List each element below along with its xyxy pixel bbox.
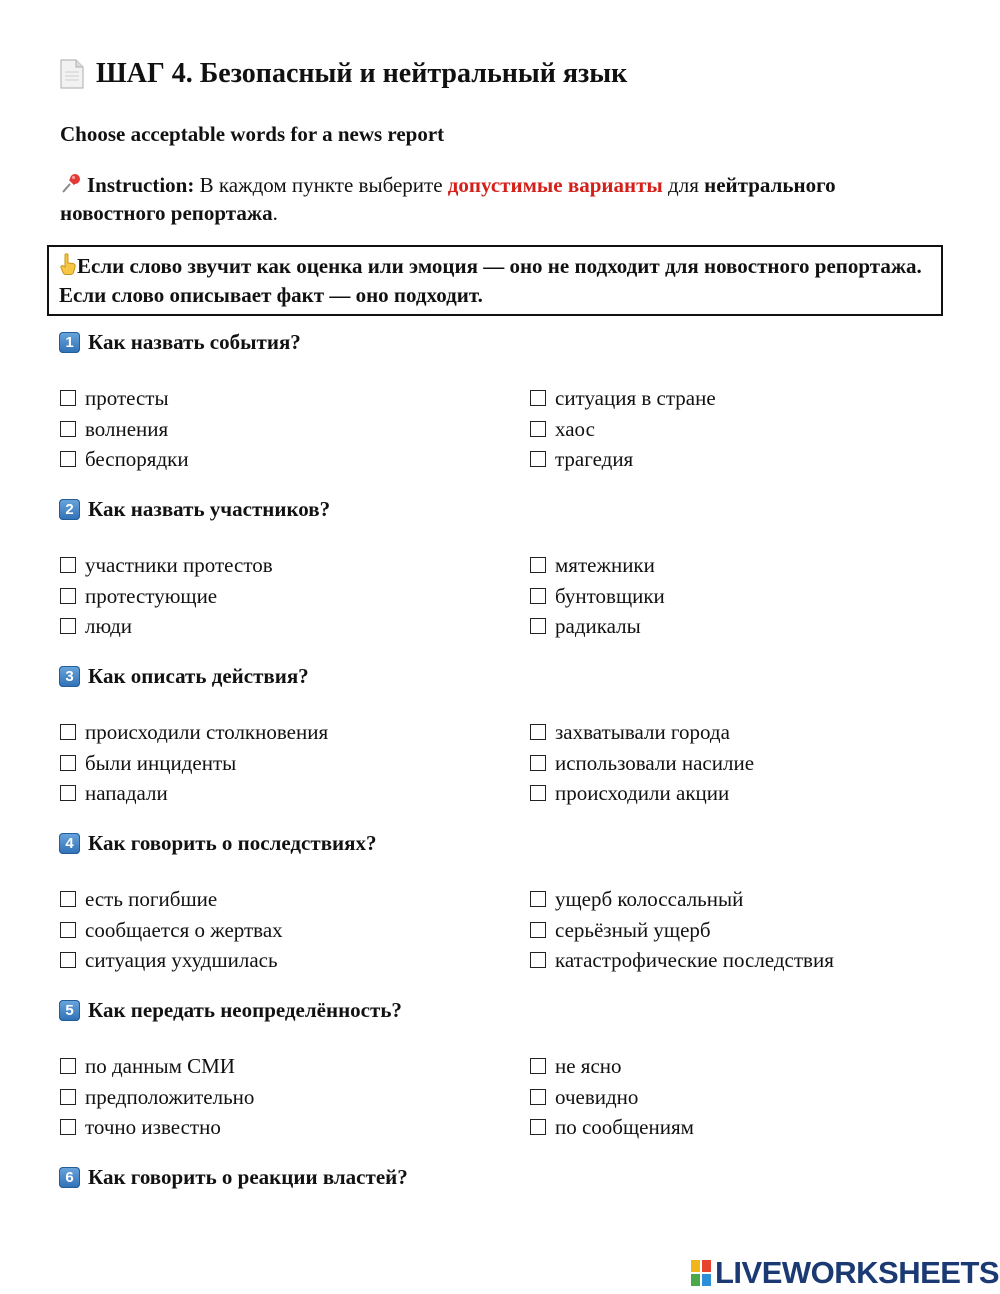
option-checkbox-item[interactable] <box>530 385 940 412</box>
checkbox[interactable] <box>530 451 546 467</box>
section-question: Как описать действия? <box>88 664 309 688</box>
title-text: ШАГ 4. Безопасный и нейтральный язык <box>96 58 628 89</box>
option-checkbox-item[interactable] <box>60 583 530 610</box>
checkbox[interactable] <box>530 390 546 406</box>
option-label: хаос <box>555 416 595 441</box>
logo-block <box>702 1260 711 1272</box>
checkbox[interactable] <box>530 1119 546 1135</box>
option-label: люди <box>85 614 133 638</box>
option-checkbox-item[interactable] <box>530 1114 940 1141</box>
checkbox[interactable] <box>530 421 546 437</box>
option-label: сообщается о жертвах <box>85 917 283 942</box>
logo-block <box>691 1274 700 1286</box>
logo-block <box>702 1274 711 1286</box>
option-label: по сообщениям <box>555 1115 694 1139</box>
option-label: захватывали города <box>555 720 730 744</box>
option-checkbox-item[interactable] <box>530 552 940 579</box>
section-question: Как назвать события? <box>88 330 301 354</box>
instruction-text-before: В каждом пункте выберите <box>194 173 448 197</box>
option-checkbox-item[interactable] <box>530 446 940 473</box>
option-label: ущерб колоссальный <box>555 887 744 911</box>
option-checkbox-item[interactable] <box>60 613 530 640</box>
section-heading <box>59 330 301 355</box>
instruction-bold-end: нейтрального новостного репортажа <box>60 173 836 225</box>
option-label: были инциденты <box>85 750 237 775</box>
options-grid <box>60 886 940 974</box>
number-badge-icon: 6 <box>59 1167 80 1188</box>
option-label: предположительно <box>85 1084 255 1109</box>
note-box <box>47 245 943 316</box>
option-checkbox-item[interactable] <box>60 1053 530 1080</box>
option-label: ситуация ухудшилась <box>85 948 278 972</box>
pushpin-icon <box>60 172 82 194</box>
checkbox[interactable] <box>530 618 546 634</box>
option-checkbox-item[interactable] <box>530 613 940 640</box>
checkbox[interactable] <box>530 588 546 604</box>
option-label: протесты <box>85 386 169 410</box>
option-checkbox-item[interactable] <box>60 947 530 974</box>
options-grid <box>60 719 940 807</box>
number-badge-icon: 4 <box>59 833 80 854</box>
option-label: не ясно <box>555 1054 622 1078</box>
note-text: Если слово звучит как оценка или эмоция — оно не подходит для новостного репортажа. Если слово описывает факт — оно подходит. <box>59 254 922 307</box>
option-checkbox-item[interactable] <box>530 583 940 610</box>
logo-text: LIVEWORKSHEETS <box>715 1255 1000 1290</box>
checkbox[interactable] <box>60 952 76 968</box>
logo-mark-icon <box>691 1260 711 1286</box>
option-label: радикалы <box>555 614 641 638</box>
option-checkbox-item[interactable] <box>530 750 940 777</box>
checkbox[interactable] <box>60 618 76 634</box>
section-question: Как передать неопределённость? <box>88 998 402 1022</box>
option-checkbox-item[interactable] <box>60 385 530 412</box>
option-checkbox-item[interactable] <box>60 780 530 807</box>
checkbox[interactable] <box>60 588 76 604</box>
option-checkbox-item[interactable] <box>60 719 530 746</box>
option-checkbox-item[interactable] <box>60 886 530 913</box>
section-heading <box>59 1165 408 1190</box>
option-checkbox-item[interactable] <box>60 552 530 579</box>
option-label: происходили акции <box>555 781 730 805</box>
section-question: Как назвать участников? <box>88 497 331 521</box>
option-checkbox-item[interactable] <box>530 917 940 944</box>
logo-block <box>691 1260 700 1272</box>
option-label: протестующие <box>85 583 218 608</box>
option-checkbox-item[interactable] <box>530 719 940 746</box>
option-label: использовали насилие <box>555 750 755 775</box>
option-label: бунтовщики <box>555 583 665 608</box>
checkbox[interactable] <box>530 557 546 573</box>
option-checkbox-item[interactable] <box>60 416 530 443</box>
document-icon <box>60 59 84 89</box>
checkbox[interactable] <box>60 557 76 573</box>
option-label: серьёзный ущерб <box>555 917 711 942</box>
checkbox[interactable] <box>530 1058 546 1074</box>
options-grid <box>60 552 940 640</box>
option-label: волнения <box>85 416 169 441</box>
options-grid <box>60 385 940 473</box>
instruction-label: Instruction: <box>87 173 195 197</box>
option-checkbox-item[interactable] <box>60 1114 530 1141</box>
option-checkbox-item[interactable] <box>60 446 530 473</box>
section-heading <box>59 497 330 522</box>
option-checkbox-item[interactable] <box>530 780 940 807</box>
option-label: участники протестов <box>85 553 273 577</box>
checkbox[interactable] <box>60 1058 76 1074</box>
checkbox[interactable] <box>530 1089 546 1105</box>
option-checkbox-item[interactable] <box>60 917 530 944</box>
option-checkbox-item[interactable] <box>530 886 940 913</box>
number-badge-icon: 5 <box>59 1000 80 1021</box>
option-checkbox-item[interactable] <box>60 1084 530 1111</box>
checkbox[interactable] <box>530 755 546 771</box>
liveworksheets-logo <box>691 1255 999 1291</box>
option-checkbox-item[interactable] <box>530 1053 940 1080</box>
option-label: ситуация в стране <box>555 386 716 410</box>
checkbox[interactable] <box>60 421 76 437</box>
checkbox[interactable] <box>530 891 546 907</box>
checkbox[interactable] <box>60 1089 76 1105</box>
option-label: мятежники <box>555 553 655 577</box>
option-label: трагедия <box>555 447 634 471</box>
section-heading <box>59 831 377 856</box>
option-checkbox-item[interactable] <box>530 416 940 443</box>
options-grid <box>60 1053 940 1141</box>
section-heading <box>59 998 402 1023</box>
checkbox[interactable] <box>60 891 76 907</box>
option-label: беспорядки <box>85 447 189 471</box>
page-title <box>60 58 627 90</box>
checkbox[interactable] <box>60 755 76 771</box>
option-checkbox-item[interactable] <box>530 1084 940 1111</box>
option-checkbox-item[interactable] <box>530 947 940 974</box>
section-question: Как говорить о последствиях? <box>88 831 377 855</box>
instruction-highlight: допустимые варианты <box>447 173 663 197</box>
section-heading <box>59 664 309 689</box>
checkbox[interactable] <box>530 952 546 968</box>
instruction-text-middle: для <box>662 173 705 197</box>
instruction <box>60 171 940 227</box>
option-label: есть погибшие <box>85 887 218 911</box>
number-badge-icon: 2 <box>59 499 80 520</box>
checkbox[interactable] <box>530 785 546 801</box>
checkbox[interactable] <box>60 1119 76 1135</box>
checkbox[interactable] <box>60 451 76 467</box>
option-label: по данным СМИ <box>85 1054 235 1078</box>
number-badge-icon: 1 <box>59 332 80 353</box>
checkbox[interactable] <box>530 922 546 938</box>
instruction-period: . <box>272 201 278 225</box>
option-label: точно известно <box>85 1115 221 1139</box>
section-question: Как говорить о реакции властей? <box>88 1165 408 1189</box>
option-checkbox-item[interactable] <box>60 750 530 777</box>
checkbox[interactable] <box>60 922 76 938</box>
number-badge-icon: 3 <box>59 666 80 687</box>
option-label: катастрофические последствия <box>555 948 834 972</box>
option-label: очевидно <box>555 1084 639 1109</box>
option-label: нападали <box>85 781 168 805</box>
option-label: происходили столкновения <box>85 720 329 744</box>
checkbox[interactable] <box>530 724 546 740</box>
checkbox[interactable] <box>60 390 76 406</box>
pointing-hand-icon <box>59 253 77 275</box>
checkbox[interactable] <box>60 724 76 740</box>
checkbox[interactable] <box>60 785 76 801</box>
subtitle: Choose acceptable words for a news report <box>60 122 445 146</box>
